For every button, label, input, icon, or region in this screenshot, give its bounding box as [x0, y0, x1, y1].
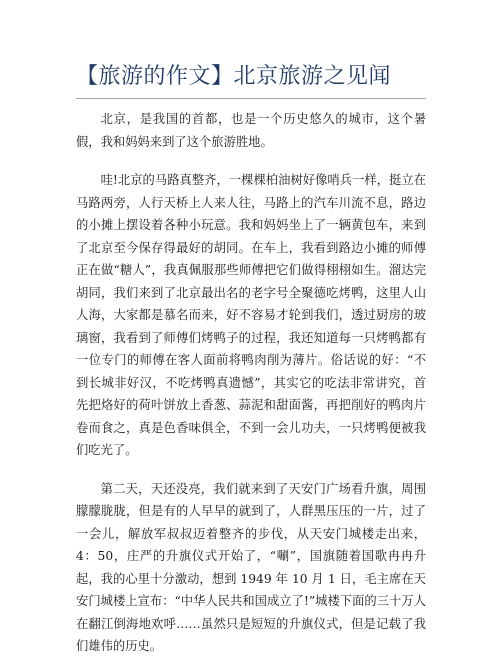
- paragraph-flag-raising: 第二天，天还没亮，我们就来到了天安门广场看升旗，周围朦朦胧胧，但是有的人早早的就到了，人群黑压压的一片，过了一会儿，解放军叔叔迈着整齐的步伐，从天安门城楼走出来，4：50，庄严的升旗仪式开始了，“唰”，国旗随着国歌冉冉升起，我的心里十分激动，想到 1949 年 10 月 1 日，毛主席在天安门城楼上宣布：“中华人民共和国成立了!”城楼下面的三十万人在翻江倒海地欢呼……虽然只是短短的升旗仪式，但是记载了我们雄伟的历史。: [76, 481, 426, 653]
- paragraph-intro: 北京，是我国的首都，也是一个历史悠久的城市，这个暑假，我和妈妈来到了这个旅游胜地。: [76, 112, 426, 149]
- page-title: 【旅游的作文】北京旅游之见闻: [76, 64, 392, 89]
- article-body: [76, 108, 426, 658]
- paragraph-hutong-roast-duck: 哇!北京的马路真整齐，一棵棵柏油树好像哨兵一样，挺立在马路两旁，人行天桥上人来人往，马路上的汽车川流不息，路边的小摊上摆设着各种小玩意。我和妈妈坐上了一辆黄包车，来到了北京至今保存得最好的胡同。在车上，我看到路边小摊的师傅正在做“糖人”，我真佩服那些师傅把它们做得栩栩如生。溜达完胡同，我们来到了北京最出名的老字号全聚德吃烤鸭，这里人山人海，大家都是慕名而来，好不容易才轮到我们，透过厨房的玻璃窗，我看到了师傅们烤鸭子的过程，我还知道每一只烤鸭都有一位专门的师傅在客人面前将鸭肉削为薄片。俗话说的好：“不到长城非好汉，不吃烤鸭真遗憾”，其实它的吃法非常讲究，首先把烙好的荷叶饼放上香葱、蒜泥和甜面酱，再把削好的鸭肉片卷而食之，真是色香味俱全，不到一会儿功夫，一只烤鸭便被我们吃光了。: [76, 173, 426, 457]
- title-divider: [76, 98, 426, 99]
